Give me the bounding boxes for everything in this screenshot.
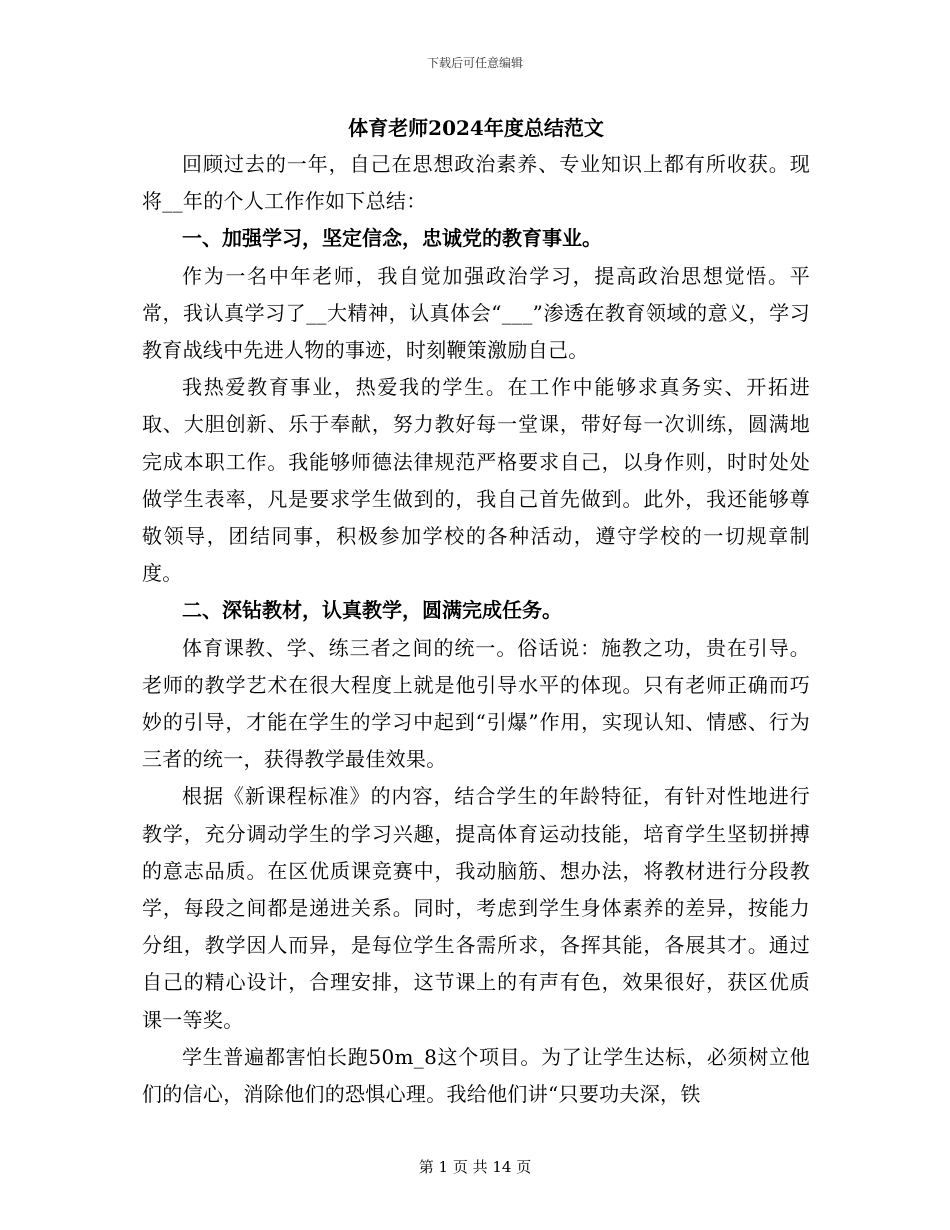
page-number: 第 1 页 共 14 页 bbox=[418, 1158, 532, 1176]
paragraph-political-study: 作为一名中年老师，我自觉加强政治学习，提高政治思想觉悟。平常，我认真学习了__大精神，认真体会“___”渗透在教育领域的意义，学习教育战线中先进人物的事迹，时刻鞭策激励自己。 bbox=[142, 263, 810, 363]
paragraph-curriculum-standard: 根据《新课程标准》的内容，结合学生的年龄特征，有针对性地进行教学，充分调动学生的学习兴趣，提高体育运动技能，培育学生坚韧拼搏的意志品质。在区优质课竞赛中，我动脑筋、想办法，将教材进行分段教学，每段之间都是递进关系。同时，考虑到学生身体素养的差异，按能力分组，教学因人而异，是每位学生各需所求，各挥其能，各展其才。通过自己的精心设计，合理安排，这节课上的有声有色，效果很好，获区优质课一等奖。 bbox=[142, 784, 810, 1032]
section-heading-1: 一、加强学习，坚定信念，忠诚党的教育事业。 bbox=[182, 226, 602, 251]
paragraph-love-of-education: 我热爱教育事业，热爱我的学生。在工作中能够求真务实、开拓进取、大胆创新、乐于奉献，努力教好每一堂课，带好每一次训练，圆满地完成本职工作。我能够师德法律规范严格要求自己，以身作则，时时处处做学生表率，凡是要求学生做到的，我自己首先做到。此外，我还能够尊敬领导，团结同事，积极参加学校的各种活动，遵守学校的一切规章制度。 bbox=[142, 375, 810, 586]
header-note: 下载后可任意编辑 bbox=[426, 56, 523, 70]
document-title: 体育老师2024年度总结范文 bbox=[348, 116, 604, 140]
section-heading-2: 二、深钻教材，认真教学，圆满完成任务。 bbox=[182, 598, 562, 623]
paragraph-teaching-guidance: 体育课教、学、练三者之间的统一。俗话说：施教之功，贵在引导。老师的教学艺术在很大程度上就是他引导水平的体现。只有老师正确而巧妙的引导，才能在学生的学习中起到“引爆”作用，实现认知、情感、行为三者的统一，获得教学最佳效果。 bbox=[142, 635, 810, 772]
document-body bbox=[142, 110, 810, 1113]
paragraph-intro: 回顾过去的一年，自己在思想政治素养、专业知识上都有所收获。现将__年的个人工作作如下总结： bbox=[142, 152, 810, 214]
paragraph-long-distance-run: 学生普遍都害怕长跑50m_8这个项目。为了让学生达标，必须树立他们的信心，消除他们的恐惧心理。我给他们讲“只要功夫深，铁 bbox=[142, 1044, 810, 1107]
